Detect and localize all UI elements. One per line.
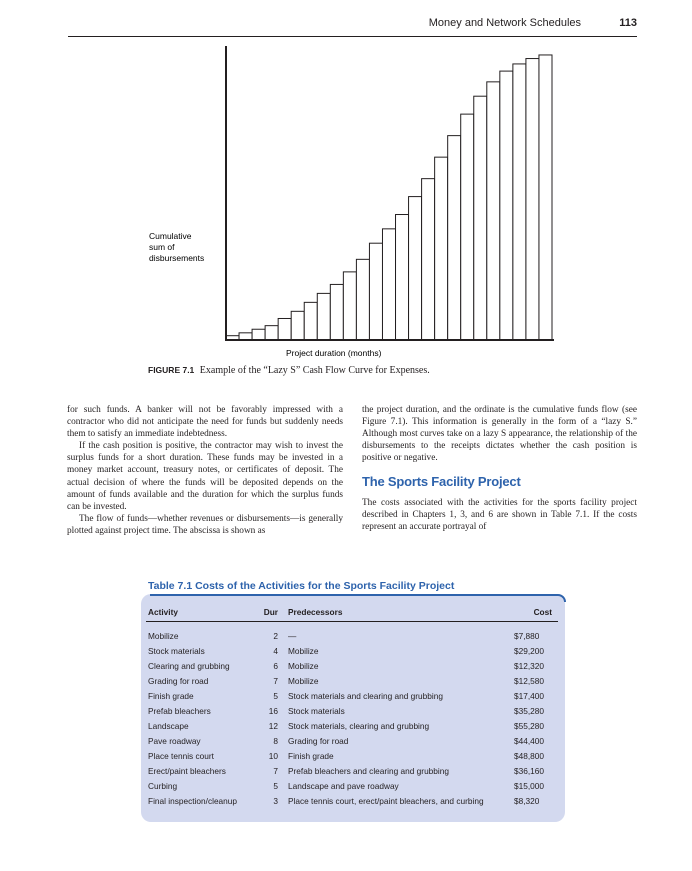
- predecessors-cell: Landscape and pave roadway: [288, 780, 399, 791]
- chart-bar-15: [409, 197, 422, 340]
- table-row: [146, 763, 558, 778]
- chart-bar-21: [487, 82, 500, 340]
- table-row: [146, 733, 558, 748]
- y-axis-label-line-1: Cumulative: [149, 231, 192, 241]
- chart-bar-12: [369, 243, 382, 340]
- chart-bar-14: [396, 215, 409, 340]
- activity-cell: Mobilize: [148, 630, 179, 641]
- predecessors-cell: Prefab bleachers and clearing and grubbing: [288, 765, 449, 776]
- cost-cell: $36,160: [514, 765, 544, 776]
- table-row: [146, 621, 558, 643]
- chart-bar-19: [461, 114, 474, 340]
- activity-cell: Stock materials: [148, 645, 205, 656]
- cost-cell: $15,000: [514, 780, 544, 791]
- activity-cell: Prefab bleachers: [148, 705, 211, 716]
- dur-cell: 2: [273, 630, 278, 641]
- figure-caption-text: Example of the “Lazy S” Cash Flow Curve for Expenses.: [199, 365, 430, 376]
- table-row: [146, 673, 558, 688]
- cost-cell: $55,280: [514, 720, 544, 731]
- x-axis-label: Project duration (months): [286, 348, 382, 358]
- cost-cell: $12,320: [514, 660, 544, 671]
- left-paragraph-1: for such funds. A banker will not be favorably impressed with a contractor who did not anticipate the need for funds but suddenly needs them to satisfy an immediate indebtedness.: [67, 405, 343, 440]
- predecessors-cell: Stock materials and clearing and grubbing: [288, 690, 443, 701]
- left-paragraph-3: The flow of funds—whether revenues or disbursements—is generally plotted against project time. The abscissa is shown as: [67, 513, 343, 536]
- cost-cell: $44,400: [514, 735, 544, 746]
- dur-cell: 5: [273, 690, 278, 701]
- table-row: [146, 748, 558, 763]
- left-column: [67, 404, 343, 537]
- y-axis-label-line-2: sum of: [149, 242, 175, 252]
- dur-cell: 7: [273, 765, 278, 776]
- chart-bar-23: [513, 64, 526, 340]
- chart-bar-17: [435, 157, 448, 340]
- right-paragraph-2: The costs associated with the activities for the sports facility project described in Chapters 1, 3, and 6 are shown in Table 7.1. If the costs represent an accurate portrayal of: [362, 497, 637, 532]
- cost-cell: $17,400: [514, 690, 544, 701]
- chart-bar-22: [500, 71, 513, 340]
- header-cost: Cost: [512, 603, 558, 621]
- table-title: Table 7.1 Costs of the Activities for the Sports Facility Project: [148, 580, 455, 592]
- activity-cell: Finish grade: [148, 690, 194, 701]
- chart-bar-9: [330, 284, 343, 340]
- section-heading: The Sports Facility Project: [362, 474, 521, 490]
- activity-cell: Landscape: [148, 720, 189, 731]
- cost-cell: $7,880: [514, 630, 540, 641]
- predecessors-cell: —: [288, 630, 297, 641]
- figure-caption: [148, 365, 430, 376]
- chart-bars: [226, 55, 552, 340]
- predecessors-cell: Grading for road: [288, 735, 349, 746]
- running-title: Money and Network Schedules: [428, 17, 581, 29]
- chart-bar-6: [291, 311, 304, 340]
- activity-cell: Clearing and grubbing: [148, 660, 230, 671]
- activity-cell: Pave roadway: [148, 735, 201, 746]
- predecessors-cell: Place tennis court, erect/paint bleachers, and curbing: [288, 795, 484, 806]
- figure-number: FIGURE 7.1: [148, 365, 195, 375]
- predecessors-cell: Mobilize: [288, 660, 319, 671]
- lazy-s-chart: [0, 0, 692, 365]
- dur-cell: 3: [273, 795, 278, 806]
- chart-bar-4: [265, 326, 278, 340]
- chart-bar-10: [343, 272, 356, 340]
- table-row: [146, 703, 558, 718]
- dur-cell: 6: [273, 660, 278, 671]
- right-column: [362, 404, 637, 533]
- header-dur: Dur: [256, 603, 286, 621]
- table-row: [146, 718, 558, 733]
- right-paragraph-1: the project duration, and the ordinate is the cumulative funds flow (see Figure 7.1). This information is generally in the form of a “lazy S.” Although most curves take on a lazy S appearance, the relationship of the disbursements to the receipts dictates whether the cash position is positive or negative.: [362, 405, 637, 464]
- dur-cell: 10: [268, 750, 278, 761]
- activity-cell: Grading for road: [148, 675, 209, 686]
- chart-bar-16: [422, 179, 435, 340]
- dur-cell: 4: [273, 645, 278, 656]
- predecessors-cell: Finish grade: [288, 750, 334, 761]
- costs-table: [146, 603, 558, 808]
- table-row: [146, 643, 558, 658]
- chart-bar-3: [252, 329, 265, 340]
- cost-cell: $35,280: [514, 705, 544, 716]
- activity-cell: Place tennis court: [148, 750, 214, 761]
- dur-cell: 16: [268, 705, 278, 716]
- header-activity: Activity: [146, 603, 256, 621]
- chart-bar-5: [278, 318, 291, 340]
- table-row: [146, 658, 558, 673]
- table-row: [146, 688, 558, 703]
- cost-cell: $12,580: [514, 675, 544, 686]
- chart-bar-24: [526, 59, 539, 340]
- dur-cell: 8: [273, 735, 278, 746]
- table-row: [146, 778, 558, 793]
- left-paragraph-2: If the cash position is positive, the contractor may wish to invest the surplus funds for a short duration. These funds may be invested in a money market account, treasury notes, or certificates of deposit. The actual decision of where the funds will be deposited depends on the amount of funds available and the duration for which the surplus funds can be invested.: [67, 441, 343, 512]
- header-predecessors: Predecessors: [286, 603, 512, 621]
- activity-cell: Final inspection/cleanup: [148, 795, 238, 806]
- chart-bar-13: [382, 229, 395, 340]
- dur-cell: 5: [273, 780, 278, 791]
- cost-cell: $48,800: [514, 750, 544, 761]
- cost-cell: $29,200: [514, 645, 544, 656]
- table-header-row: [146, 603, 558, 621]
- chart-bar-8: [317, 293, 330, 340]
- chart-bar-20: [474, 96, 487, 340]
- table-top-rule: [150, 594, 566, 602]
- activity-cell: Erect/paint bleachers: [148, 765, 226, 776]
- chart-bar-18: [448, 136, 461, 340]
- dur-cell: 12: [268, 720, 278, 731]
- cost-cell: $8,320: [514, 795, 540, 806]
- chart-bar-25: [539, 55, 552, 340]
- table-row: [146, 793, 558, 808]
- chart-bar-2: [239, 333, 252, 340]
- chart-bar-7: [304, 302, 317, 340]
- predecessors-cell: Stock materials, clearing and grubbing: [288, 720, 430, 731]
- predecessors-cell: Mobilize: [288, 675, 319, 686]
- chart-bar-11: [356, 259, 369, 340]
- predecessors-cell: Stock materials: [288, 705, 345, 716]
- y-axis-label-line-3: disbursements: [149, 253, 205, 263]
- activity-cell: Curbing: [148, 780, 178, 791]
- predecessors-cell: Mobilize: [288, 645, 319, 656]
- dur-cell: 7: [273, 675, 278, 686]
- page-number: 113: [619, 17, 637, 29]
